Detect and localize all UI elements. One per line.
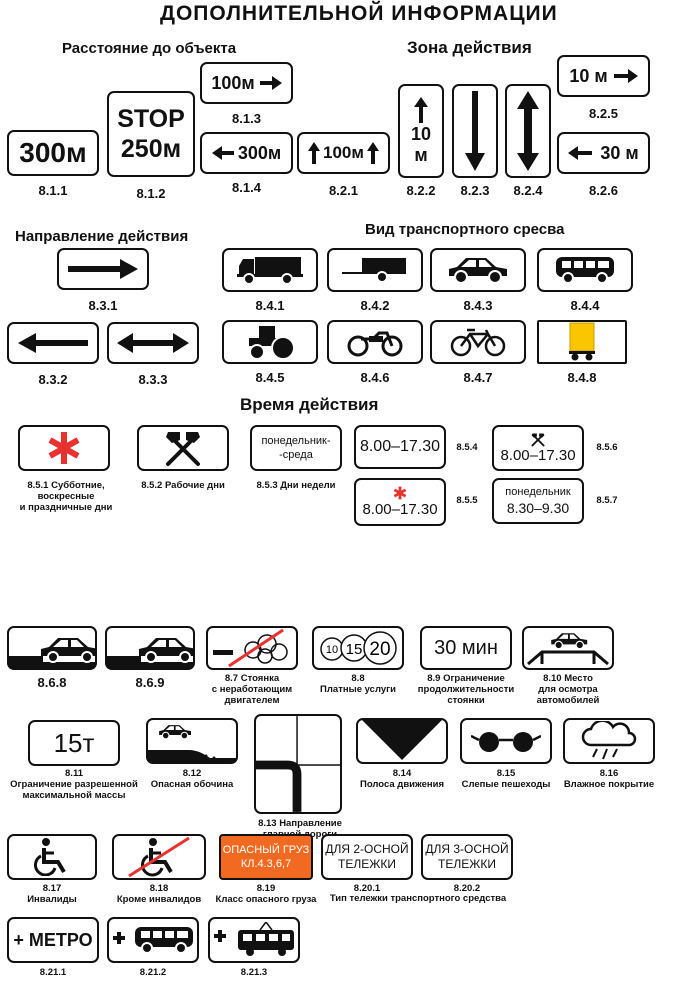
code-8-2-1: 8.2.1: [329, 183, 358, 198]
code-8-5-6: 8.5.6: [596, 442, 618, 453]
sign-8-5-1: [18, 425, 110, 471]
code-8-6-9: 8.6.9: [135, 675, 165, 690]
hazardous-cargo-vehicle-icon: [567, 322, 597, 362]
sign-text-days-1: понедельник-: [261, 435, 331, 447]
hammers-icon: [162, 428, 204, 468]
code-8-4-1: 8.4.1: [255, 298, 285, 313]
sign-text: 15т: [53, 727, 95, 758]
sign-text: 300м: [237, 142, 282, 163]
sign-8-4-4: [537, 248, 633, 292]
code-8-3-1: 8.3.1: [88, 298, 118, 313]
sign-text-unit: м: [414, 145, 428, 165]
sign-text-day: понедельник: [505, 485, 571, 498]
section-zone: Зона действия: [407, 38, 532, 57]
arrow-right-icon: [614, 69, 638, 83]
sign-8-18: [112, 834, 206, 880]
plus-tram-icon: [212, 922, 296, 958]
tractor-icon: [245, 324, 295, 360]
caption-8-5-3: 8.5.3 Дни недели: [256, 480, 336, 491]
arrow-up-down-icon: [517, 91, 539, 171]
caption-8-16: 8.16 Влажное покрытие: [563, 768, 655, 790]
plus-bus-icon: [111, 925, 195, 955]
code-8-3-2: 8.3.2: [38, 372, 68, 387]
sign-8-4-2: [327, 248, 423, 292]
sign-8-1-3: [200, 62, 293, 104]
sign-text-stop: STOP: [117, 105, 185, 133]
caption-8-10: 8.10 Место для осмотра автомобилей: [536, 673, 600, 706]
sign-text-number: 10: [410, 124, 432, 144]
sign-8-1-4: [200, 132, 293, 174]
arrow-left-icon: [568, 146, 592, 160]
sign-8-21-2: [107, 917, 199, 963]
code-8-2-5: 8.2.5: [589, 106, 618, 121]
code-8-4-4: 8.4.4: [570, 298, 600, 313]
red-asterisk-icon: [392, 485, 408, 501]
time-to: 17.30: [538, 446, 576, 464]
time-dash: –: [391, 501, 400, 518]
sign-8-3-2: [7, 322, 99, 364]
code-8-5-7: 8.5.7: [596, 495, 618, 506]
caption-8-19: 8.19 Класс опасного груза: [215, 883, 317, 905]
sign-8-5-6: [492, 425, 584, 471]
sign-8-1-2: [107, 91, 195, 177]
sign-text: 30 мин: [434, 636, 498, 659]
sign-8-2-5: [557, 55, 650, 97]
code-8-21-2: 8.21.2: [139, 967, 167, 978]
sign-8-3-3: [107, 322, 199, 364]
caption-8-18: 8.18 Кроме инвалидов: [116, 883, 202, 905]
sign-8-6-8: [7, 626, 97, 670]
time-from: 8.00: [500, 446, 530, 464]
arrow-left-icon: [212, 146, 234, 160]
time-from: 8.30: [506, 499, 535, 516]
sign-8-3-1: [57, 248, 149, 290]
coin-20: 20: [369, 639, 391, 660]
sign-8-2-4: [505, 84, 551, 178]
code-8-4-7: 8.4.7: [463, 370, 493, 385]
bus-icon: [554, 255, 616, 285]
code-8-4-5: 8.4.5: [255, 370, 285, 385]
caption-8-9: 8.9 Ограничение продолжительности стоянки: [417, 673, 515, 706]
arrow-right-icon: [260, 76, 282, 90]
code-8-21-1: 8.21.1: [39, 967, 67, 978]
dark-glasses-icon: [471, 728, 541, 754]
sign-8-15: [460, 718, 552, 764]
caption-8-7: 8.7 Стоянка с неработающим двигателем: [211, 673, 293, 706]
sign-text: 300м: [19, 137, 87, 168]
caption-8-15: 8.15 Слепые пешеходы: [461, 768, 551, 790]
sign-8-4-5: [222, 320, 318, 364]
sign-text: 10 м: [569, 65, 608, 86]
sign-8-6-9: [105, 626, 195, 670]
exhaust-smoke-crossed-icon: [209, 628, 295, 668]
sign-8-10: [522, 626, 614, 670]
sign-8-1-1: [7, 130, 99, 176]
code-8-21-3: 8.21.3: [240, 967, 268, 978]
code-8-2-3: 8.2.3: [460, 183, 490, 198]
lane-arrow-down-icon: [362, 720, 442, 762]
sign-8-17: [7, 834, 97, 880]
code-8-4-2: 8.4.2: [360, 298, 390, 313]
caption-8-13: 8.13 Направление дороги: [258, 818, 342, 840]
sign-8-5-2: [137, 425, 229, 471]
sign-8-2-6: [557, 132, 650, 174]
section-distance: Расстояние до объекта: [62, 40, 237, 57]
caption-8-11: 8.11 Ограничение разрешенной максимальной массы: [10, 768, 138, 801]
sign-text-distance: 250м: [120, 135, 182, 163]
sign-8-21-3: [208, 917, 300, 963]
sign-8-8: [312, 626, 404, 670]
time-dash: –: [391, 438, 400, 455]
car-on-curb-icon: [9, 630, 95, 668]
trailer-icon: [342, 256, 408, 284]
sign-8-5-7: [492, 478, 584, 524]
caption-8-17: 8.17 Инвалиды: [27, 883, 77, 905]
dangerous-shoulder-icon: [148, 720, 236, 762]
sign-8-14: [356, 718, 448, 764]
sign-8-4-6: [327, 320, 423, 364]
sign-text: 100м: [323, 143, 364, 162]
sign-8-4-3: [430, 248, 526, 292]
page-title: ДОПОЛНИТЕЛЬНОЙ ИНФОРМАЦИИ: [160, 2, 558, 25]
coin-10: 10: [325, 644, 339, 656]
red-asterisk-icon: [44, 428, 84, 468]
sign-8-2-2: [398, 84, 444, 178]
caption-8-5-2: 8.5.2 Рабочие дни: [141, 480, 225, 491]
arrow-up-icon: [308, 142, 320, 164]
arrow-left-long-icon: [18, 333, 88, 353]
sign-8-4-7: [430, 320, 526, 364]
sign-text: + МЕТРО: [13, 929, 93, 950]
inspection-ramp-icon: [526, 630, 610, 666]
time-from: 8.00: [362, 501, 392, 518]
sign-text: 30 м: [600, 142, 639, 163]
code-8-1-4: 8.1.4: [232, 180, 261, 195]
coin-15: 15: [345, 641, 363, 658]
bicycle-icon: [450, 326, 506, 358]
code-8-4-3: 8.4.3: [463, 298, 493, 313]
arrow-up-icon: [367, 142, 379, 164]
arrow-up-icon: [414, 97, 428, 123]
rain-cloud-icon: [579, 721, 639, 761]
code-8-20-2: 8.20.2: [453, 883, 481, 894]
code-8-2-2: 8.2.2: [406, 183, 436, 198]
code-8-1-3: 8.1.3: [232, 111, 261, 126]
car-icon: [447, 256, 509, 284]
code-8-3-3: 8.3.3: [138, 372, 168, 387]
sign-8-21-1: [7, 917, 99, 963]
code-8-2-6: 8.2.6: [589, 183, 618, 198]
code-8-2-4: 8.2.4: [513, 183, 543, 198]
sign-8-9: [420, 626, 512, 670]
sign-text: 100м: [211, 72, 255, 93]
arrow-left-right-icon: [117, 333, 189, 353]
sign-8-4-8: [537, 320, 627, 364]
caption-8-20: Тип тележки транспортного средства: [329, 893, 507, 904]
sign-text-class: КЛ.4.3,6,7: [240, 858, 292, 870]
hammers-icon: [530, 432, 546, 447]
caption-8-5-1: 8.5.1 Субботние, воскресные и праздничные дни: [19, 480, 113, 513]
code-8-1-2: 8.1.2: [136, 186, 166, 201]
sign-8-19: [219, 834, 313, 880]
sign-8-20-1: [321, 834, 413, 880]
sign-8-12: [146, 718, 238, 764]
code-8-6-8: 8.6.8: [37, 675, 67, 690]
sign-text-days-2: -среда: [279, 449, 313, 461]
time-from: 8.00: [359, 438, 392, 455]
section-direction: Направление действия: [15, 228, 189, 245]
time-dash: –: [529, 446, 538, 464]
code-8-1-1: 8.1.1: [38, 183, 68, 198]
sign-8-2-3: [452, 84, 498, 178]
caption-8-8: 8.8 Платные услуги: [320, 673, 396, 695]
sign-text-axle: ДЛЯ 3-ОСНОЙ: [425, 842, 509, 856]
coins-icon: [316, 629, 400, 667]
sign-8-13: [254, 714, 342, 814]
sign-8-5-5: [354, 478, 446, 526]
section-time: Время действия: [240, 395, 379, 414]
sign-8-5-4: [354, 425, 446, 469]
arrow-right-long-icon: [68, 259, 138, 279]
code-8-5-5: 8.5.5: [456, 495, 478, 506]
arrow-down-long-icon: [465, 91, 485, 171]
sign-8-16: [563, 718, 655, 764]
wheelchair-icon: [34, 838, 70, 876]
wheelchair-crossed-icon: [119, 836, 199, 878]
motorcycle-icon: [347, 327, 403, 357]
sign-8-4-1: [222, 248, 318, 292]
caption-8-12: 8.12 Опасная обочина: [150, 768, 234, 790]
section-vehicle: Вид транспортного сресва: [365, 221, 565, 238]
time-dash: –: [534, 499, 542, 516]
caption-8-14: 8.14 Полоса движения: [359, 768, 445, 790]
sign-8-20-2: [421, 834, 513, 880]
sign-8-7: [206, 626, 298, 670]
sign-8-2-1: [297, 132, 390, 174]
time-to: 17.30: [400, 501, 438, 518]
code-8-20-1: 8.20.1: [353, 883, 381, 894]
sign-text-cargo: ОПАСНЫЙ ГРУЗ: [222, 844, 310, 856]
code-8-4-8: 8.4.8: [567, 370, 597, 385]
sign-text-axle: ДЛЯ 2-ОСНОЙ: [325, 842, 409, 856]
car-on-curb-icon: [107, 630, 193, 668]
code-8-4-6: 8.4.6: [360, 370, 390, 385]
sign-text-bogie: ТЕЛЕЖКИ: [338, 857, 396, 871]
sign-text-bogie: ТЕЛЕЖКИ: [438, 857, 496, 871]
code-8-5-4: 8.5.4: [456, 442, 478, 453]
truck-icon: [237, 255, 303, 285]
time-to: 17.30: [400, 438, 441, 455]
sign-8-5-3: [250, 425, 342, 471]
main-road-direction-icon: [256, 715, 340, 813]
sign-8-11: [28, 720, 120, 766]
time-to: 9.30: [541, 499, 570, 516]
